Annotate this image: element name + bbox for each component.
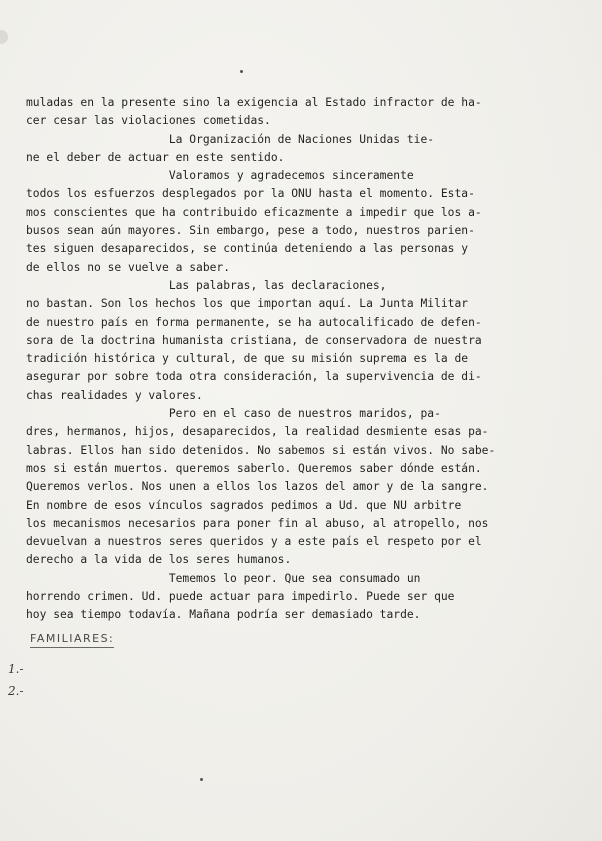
text-line: labras. Ellos han sido detenidos. No sabemos si están vivos. No sabe-: [26, 443, 496, 457]
signature-number: 2.-: [8, 684, 24, 698]
text-line: hoy sea tiempo todavía. Mañana podría ser demasiado tarde.: [26, 608, 421, 622]
text-line: Pero en el caso de nuestros maridos, pa-: [26, 407, 441, 421]
text-line: no bastan. Son los hechos los que importan aquí. La Junta Militar: [26, 297, 469, 311]
text-line: de nuestro país en forma permanente, se ha autocalificado de defen-: [26, 315, 482, 329]
text-line: En nombre de esos vínculos sagrados pedimos a Ud. que NU arbitre: [26, 498, 462, 512]
text-line: ne el deber de actuar en este sentido.: [26, 150, 285, 164]
text-line: todos los esfuerzos desplegados por la ONU hasta el momento. Esta-: [26, 187, 475, 201]
text-line: busos sean aún mayores. Sin embargo, pese a todo, nuestros parien-: [26, 224, 475, 238]
text-line: los mecanismos necesarios para poner fin al abuso, al atropello, nos: [26, 516, 489, 530]
text-line: devuelvan a nuestros seres queridos y a este país el respeto por el: [26, 535, 482, 549]
signature-slot: [8, 662, 68, 676]
text-line: Valoramos y agradecemos sinceramente: [26, 169, 414, 183]
text-line: tradición histórica y cultural, de que su misión suprema es la de: [26, 352, 469, 366]
text-line: mos si están muertos. queremos saberlo. Queremos saber dónde están.: [26, 461, 482, 475]
ink-speck: [240, 70, 243, 73]
text-line: Las palabras, las declaraciones,: [26, 278, 387, 292]
signatures-heading: FAMILIARES:: [30, 632, 114, 648]
text-line: cer cesar las violaciones cometidas.: [26, 114, 271, 128]
text-line: asegurar por sobre toda otra consideración, la supervivencia de di-: [26, 370, 482, 384]
text-line: dres, hermanos, hijos, desaparecidos, la realidad desmiente esas pa-: [26, 425, 489, 439]
text-line: Queremos verlos. Nos unen a ellos los lazos del amor y de la sangre.: [26, 480, 489, 494]
text-line: derecho a la vida de los seres humanos.: [26, 553, 292, 567]
text-line: La Organización de Naciones Unidas tie-: [26, 132, 435, 146]
text-line: tes siguen desaparecidos, se continúa deteniendo a las personas y: [26, 242, 469, 256]
text-line: de ellos no se vuelve a saber.: [26, 260, 231, 274]
ink-speck: [200, 778, 203, 781]
text-line: chas realidades y valores.: [26, 388, 203, 402]
signature-number: 1.-: [8, 662, 24, 676]
text-line: horrendo crimen. Ud. puede actuar para impedirlo. Puede ser que: [26, 590, 455, 604]
signature-slot: [8, 684, 68, 698]
text-line: mos conscientes que ha contribuido eficazmente a impedir que los a-: [26, 205, 482, 219]
letter-body: [26, 94, 586, 625]
text-line: sora de la doctrina humanista cristiana, de conservadora de nuestra: [26, 333, 482, 347]
text-line: muladas en la presente sino la exigencia al Estado infractor de ha-: [26, 96, 482, 109]
text-line: Tememos lo peor. Que sea consumado un: [26, 571, 421, 585]
punch-hole: [0, 30, 8, 44]
